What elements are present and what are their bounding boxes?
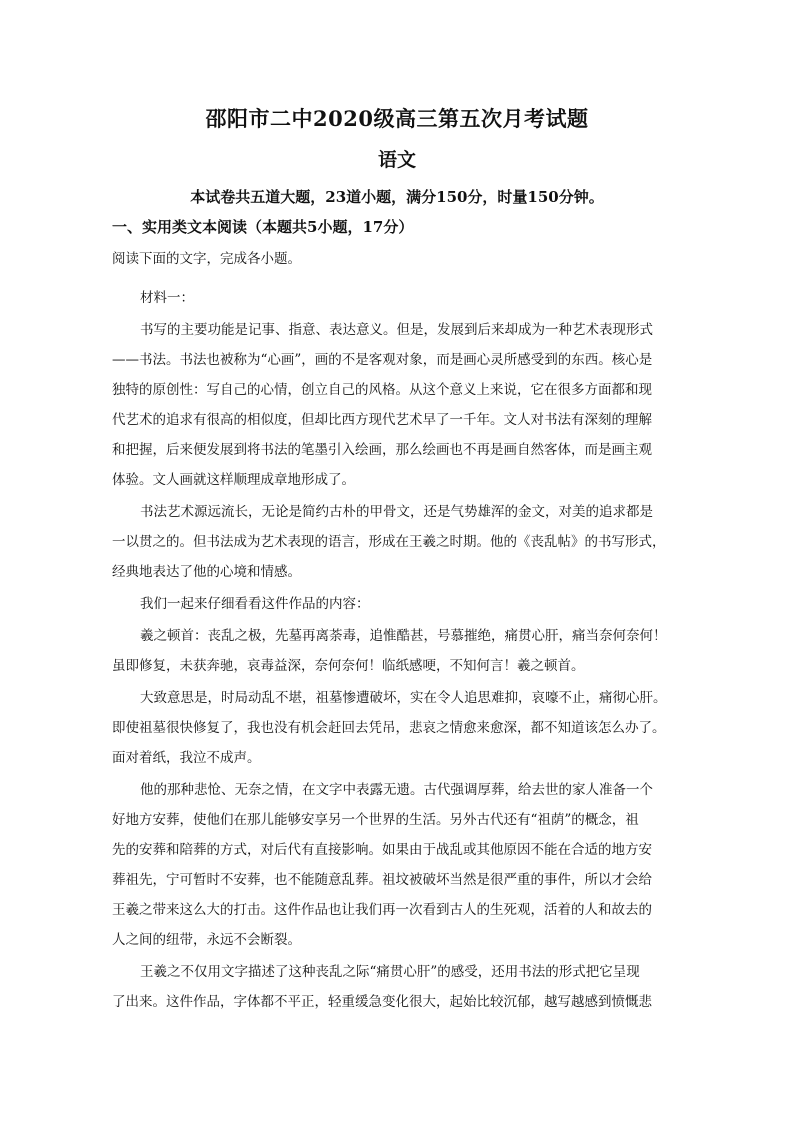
text-line: 我们一起来仔细看看这件作品的内容： (140, 596, 370, 612)
text-line: 了出来。这件作品，字体都不平正，轻重缓急变化很大，起始比较沉郁，越写越感到愤慨悲 (112, 994, 652, 1010)
text-line: 先的安葬和陪葬的方式，对后代有直接影响。如果由于战乱或其他原因不能在合适的地方安 (112, 842, 652, 858)
exam-title: 邵阳市二中2020级高三第五次月考试题 (205, 106, 589, 131)
text-line: 大致意思是，时局动乱不堪，祖墓惨遭破坏，实在令人追思难抑，哀嚎不止，痛彻心肝。 (140, 690, 667, 706)
text-line: 书写的主要功能是记事、指意、表达意义。但是，发展到后来却成为一种艺术表现形式 (140, 322, 653, 338)
text-line: 体验。文人画就这样顺理成章地形成了。 (112, 472, 355, 488)
material-label: 材料一： (140, 290, 194, 306)
text-line: 代艺术的追求有很高的相似度，但却比西方现代艺术早了一千年。文人对书法有深刻的理解 (112, 412, 652, 428)
subject-title: 语文 (377, 149, 416, 171)
section-instruction: 阅读下面的文字，完成各小题。 (112, 251, 301, 267)
text-line: 人之间的纽带，永远不会断裂。 (112, 932, 301, 948)
text-line: ——书法。书法也被称为“心画”，画的不是客观对象，而是画心灵所感受到的东西。核心是 (112, 352, 653, 368)
text-line: 王羲之不仅用文字描述了这种丧乱之际“痛贯心肝”的感受，还用书法的形式把它呈现 (140, 964, 640, 980)
text-line: 独特的原创性：写自己的心情，创立自己的风格。从这个意义上来说，它在很多方面都和现 (112, 382, 652, 398)
text-line: 他的那种悲怆、无奈之情，在文字中表露无遗。古代强调厚葬，给去世的家人准备一个 (140, 782, 653, 798)
text-line: 葬祖先，宁可暂时不安葬，也不能随意乱葬。祖坟被破坏当然是很严重的事件，所以才会给 (112, 872, 652, 888)
text-line: 一以贯之的。但书法成为艺术表现的语言，形成在王羲之时期。他的《丧乱帖》的书写形式， (112, 534, 666, 550)
text-line: 羲之顿首：丧乱之极，先墓再离荼毒，追惟酷甚，号慕摧绝，痛贯心肝，痛当奈何奈何！ (140, 628, 667, 644)
text-line: 王羲之带来这么大的打击。这件作品也让我们再一次看到古人的生死观，活着的人和故去的 (112, 902, 652, 918)
text-line: 即使祖墓很快修复了，我也没有机会赶回去凭吊，悲哀之情愈来愈深，都不知道该怎么办了。 (112, 720, 666, 736)
text-line: 经典地表达了他的心境和情感。 (112, 564, 301, 580)
text-line: 书法艺术源远流长，无论是简约古朴的甲骨文，还是气势雄浑的金文，对美的追求都是 (140, 504, 653, 520)
text-line: 面对着纸，我泣不成声。 (112, 750, 261, 766)
exam-note: 本试卷共五道大题，23道小题，满分150分，时量150分钟。 (190, 188, 604, 206)
text-line: 虽即修复，未获奔驰，哀毒益深，奈何奈何！临纸感哽，不知何言！羲之顿首。 (112, 658, 585, 674)
section-heading: 一、实用类文本阅读（本题共5小题，17分） (112, 218, 414, 236)
text-line: 和把握，后来便发展到将书法的笔墨引入绘画，那么绘画也不再是画自然客体，而是画主观 (112, 442, 652, 458)
text-line: 好地方安葬，使他们在那儿能够安享另一个世界的生活。另外古代还有“祖荫”的概念，祖 (112, 812, 639, 828)
